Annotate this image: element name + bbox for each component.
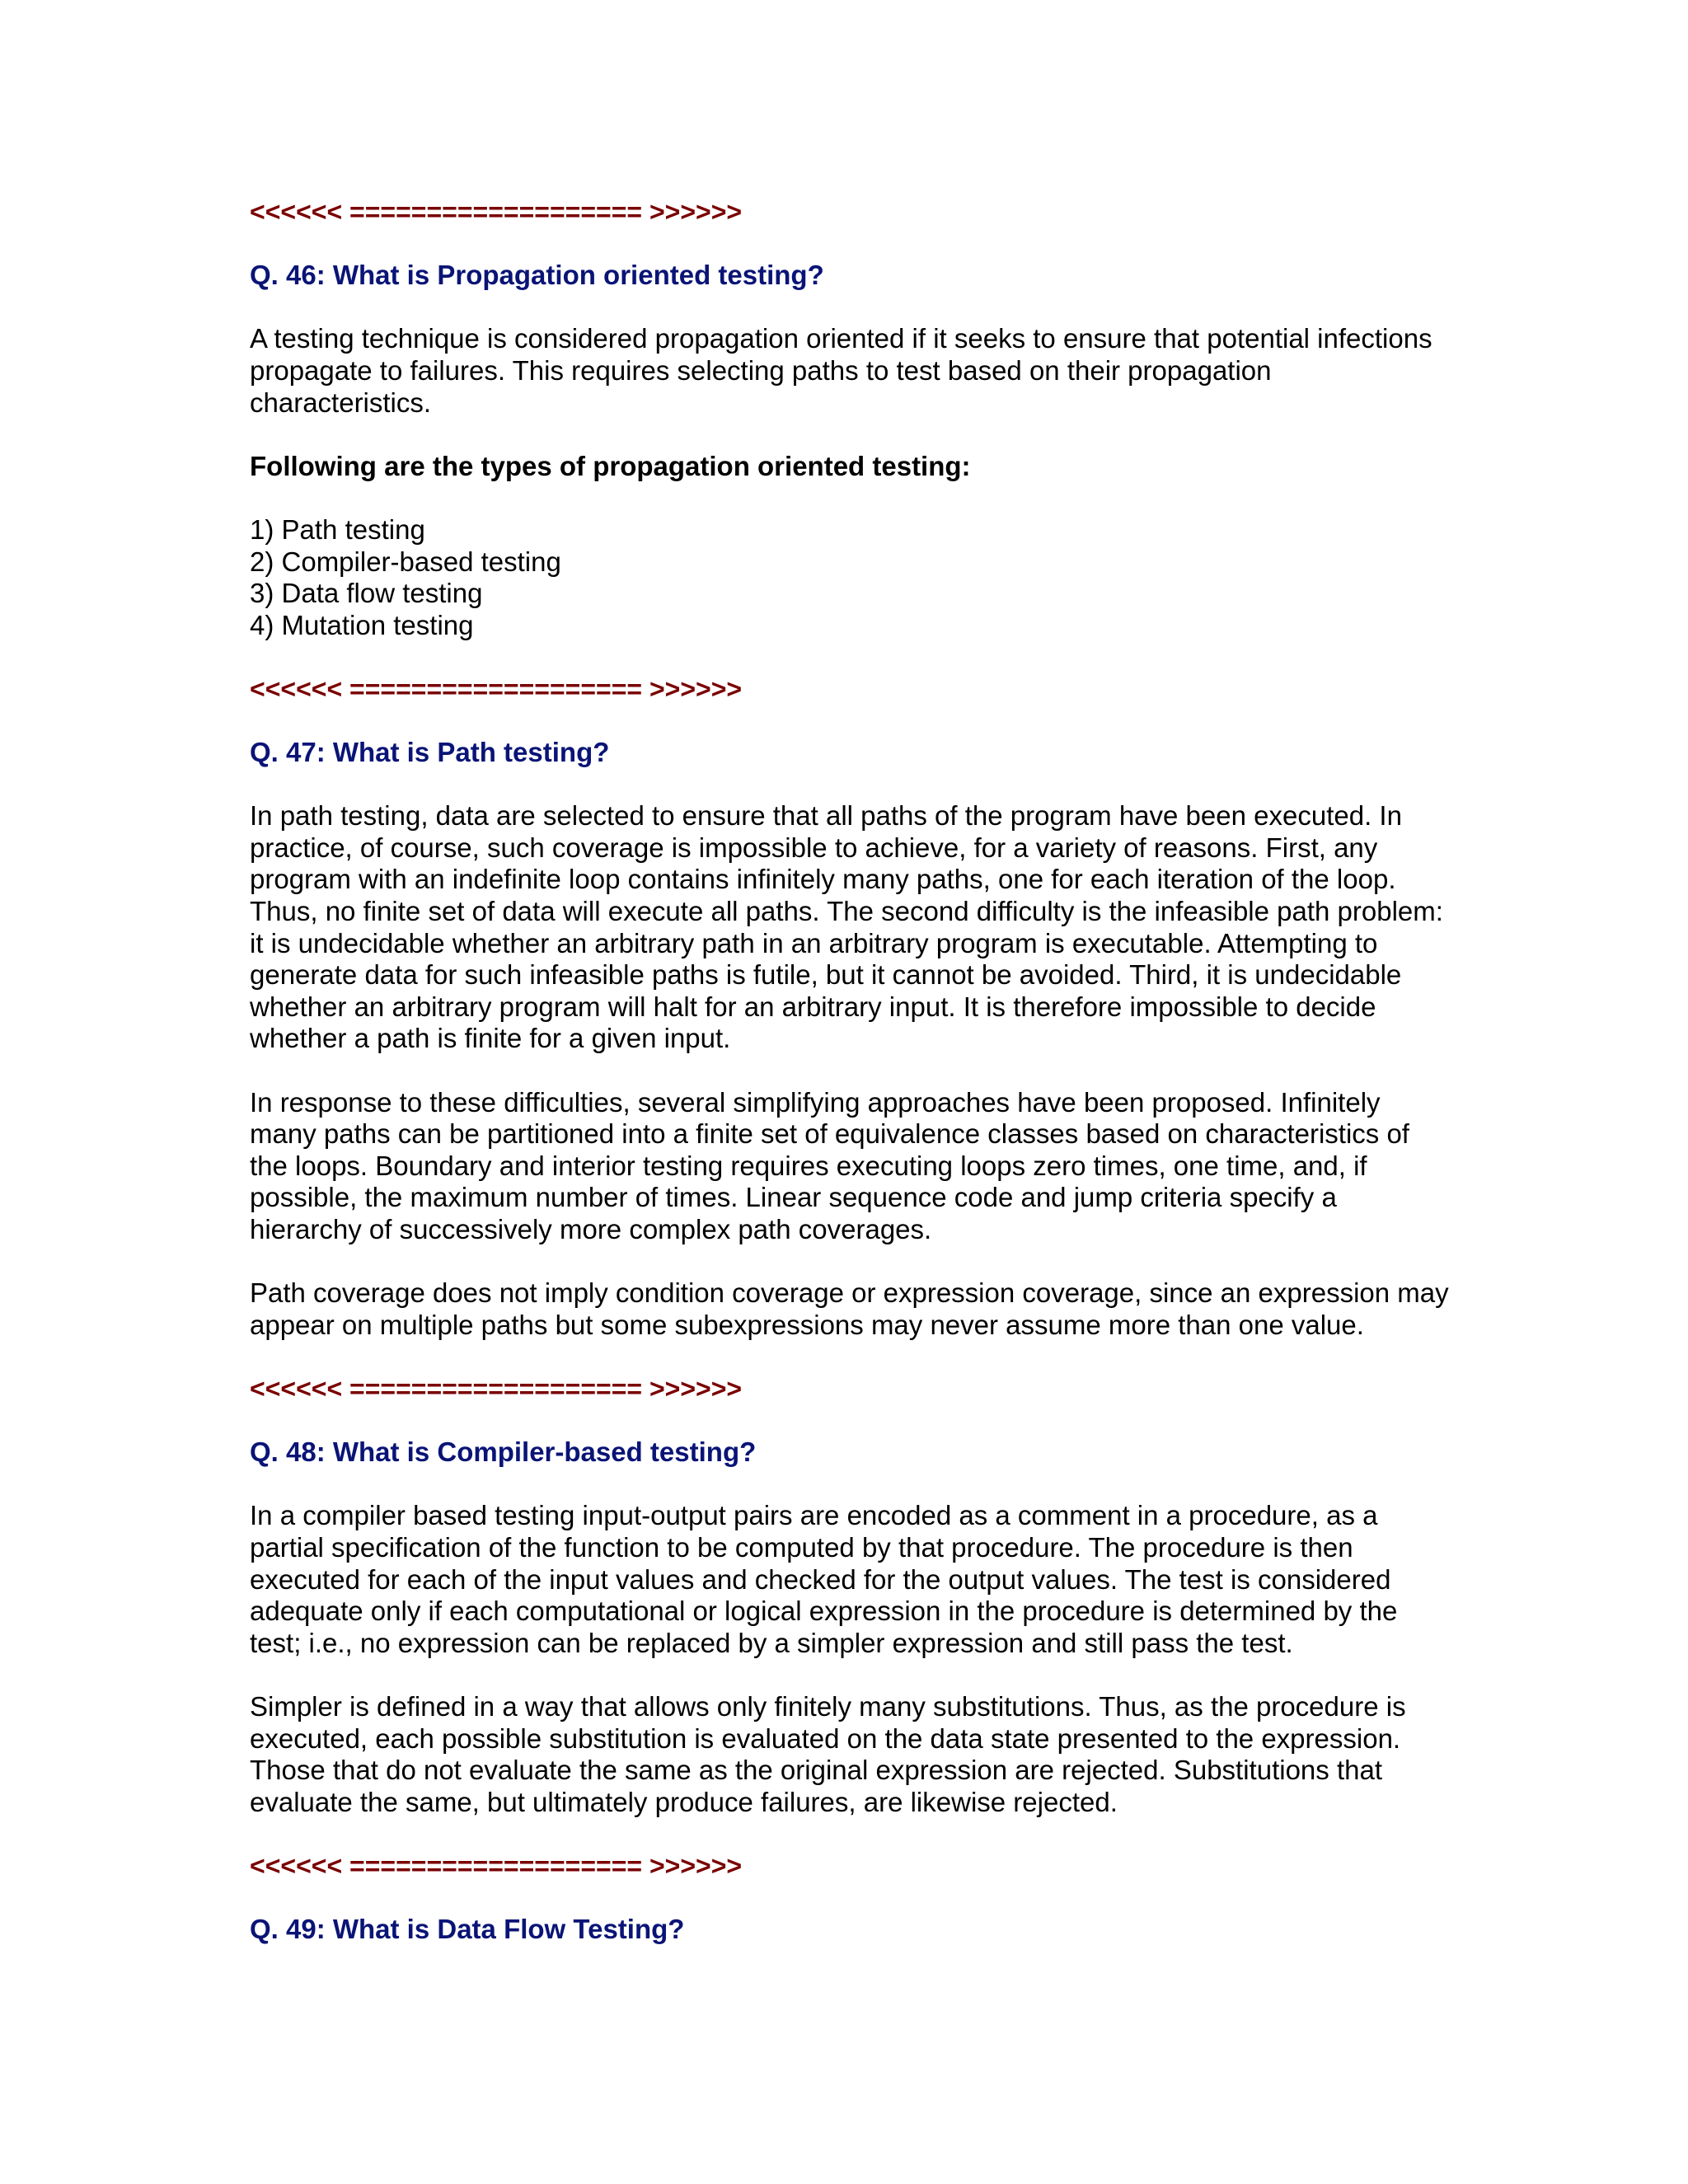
q46-types-list xyxy=(250,514,1453,641)
question-46-heading: Q. 46: What is Propagation oriented testing? xyxy=(250,260,824,291)
list-item: 3) Data flow testing xyxy=(250,578,483,609)
q46-paragraph: A testing technique is considered propagation oriented if it seeks to ensure that potential infections propagate to failures. This requires selecting paths to test based on their propagation characteristics. xyxy=(250,323,1432,418)
list-item: 1) Path testing xyxy=(250,513,425,545)
q47-paragraph-3: Path coverage does not imply condition coverage or expression coverage, since an expression may appear on multiple paths but some subexpressions may never assume more than one value. xyxy=(250,1277,1449,1340)
section-separator: <<<<<< =================== >>>>>> xyxy=(250,1850,743,1881)
question-48-heading: Q. 48: What is Compiler-based testing? xyxy=(250,1436,757,1468)
document-page xyxy=(250,196,1453,1977)
q47-paragraph-2: In response to these difficulties, several simplifying approaches have been proposed. Infinitely many paths can be partitioned into a finite set of equivalence classes based on characteristics of the loops. Boundary and interior testing requires executing loops zero times, one time, and, if possible, the maximum number of times. Linear sequence code and jump criteria specify a hierarchy of successively more complex path coverages. xyxy=(250,1086,1409,1244)
list-item: 4) Mutation testing xyxy=(250,609,474,640)
question-49-heading: Q. 49: What is Data Flow Testing? xyxy=(250,1914,685,1945)
q48-paragraph-2: Simpler is defined in a way that allows only finitely many substitutions. Thus, as the procedure is executed, each possible substitution is evaluated on the data state presented to the expression. Those that do not evaluate the same as the original expression are rejected. Substitutions that evaluate the same, but ultimately produce failures, are likewise rejected. xyxy=(250,1690,1406,1817)
section-separator: <<<<<< =================== >>>>>> xyxy=(250,197,743,227)
question-47-heading: Q. 47: What is Path testing? xyxy=(250,737,610,768)
section-separator: <<<<<< =================== >>>>>> xyxy=(250,673,743,704)
q48-paragraph-1: In a compiler based testing input-output pairs are encoded as a comment in a procedure, as a partial specification of the function to be computed by that procedure. The procedure is then executed for each of the input values and checked for the output values. The test is considered adequate only if each computational or logical expression in the procedure is determined by the test; i.e., no expression can be replaced by a simpler expression and still pass the test. xyxy=(250,1500,1398,1658)
q46-types-heading: Following are the types of propagation oriented testing: xyxy=(250,450,971,481)
list-item: 2) Compiler-based testing xyxy=(250,546,561,577)
q47-paragraph-1: In path testing, data are selected to ensure that all paths of the program have been executed. In practice, of course, such coverage is impossible to achieve, for a variety of reasons. First, any program with an indefinite loop contains infinitely many paths, one for each iteration of the loop. Thus, no finite set of data will execute all paths. The second difficulty is the infeasible path problem: it is undecidable whether an arbitrary path in an arbitrary program is executable. Attempting to generate data for such infeasible paths is futile, but it cannot be avoided. Third, it is undecidable whether an arbitrary program will halt for an arbitrary input. It is therefore impossible to decide whether a path is finite for a given input. xyxy=(250,800,1443,1054)
section-separator: <<<<<< =================== >>>>>> xyxy=(250,1373,743,1404)
